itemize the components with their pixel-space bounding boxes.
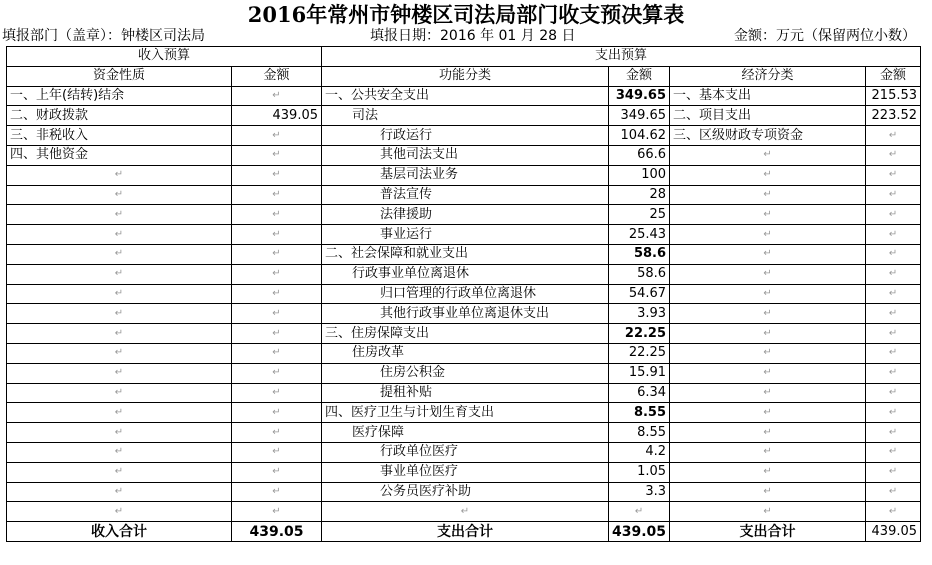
- function-item-amount: 1.05: [609, 462, 670, 482]
- economic-item-name: 三、区级财政专项资金: [670, 126, 866, 146]
- income-total-amount: 439.05: [232, 522, 322, 542]
- function-item-name: 三、住房保障支出: [322, 324, 609, 344]
- economic-empty-cell: ↵: [866, 363, 921, 383]
- economic-empty-cell: ↵: [670, 165, 866, 185]
- function-item-name: 司法: [322, 106, 609, 126]
- table-row: [7, 264, 921, 284]
- table-row: [7, 482, 921, 502]
- economic-empty-cell: ↵: [670, 244, 866, 264]
- function-item-name: 归口管理的行政单位离退休: [322, 284, 609, 304]
- function-total-label: 支出合计: [322, 522, 609, 542]
- economic-empty-cell: ↵: [670, 205, 866, 225]
- economic-empty-cell: ↵: [670, 442, 866, 462]
- function-item-amount: 3.3: [609, 482, 670, 502]
- economic-empty-cell: ↵: [670, 423, 866, 443]
- economic-item-amount: 215.53: [866, 86, 921, 106]
- income-empty-cell: ↵: [232, 284, 322, 304]
- function-item-name: 法律援助: [322, 205, 609, 225]
- economic-empty-cell: ↵: [670, 403, 866, 423]
- economic-empty-cell: ↵: [670, 225, 866, 245]
- economic-empty-cell: ↵: [866, 284, 921, 304]
- function-item-amount: 349.65: [609, 86, 670, 106]
- income-empty-cell: ↵: [232, 363, 322, 383]
- function-item-name: 基层司法业务: [322, 165, 609, 185]
- economic-empty-cell: ↵: [866, 343, 921, 363]
- economic-empty-cell: ↵: [866, 304, 921, 324]
- economic-empty-cell: ↵: [670, 502, 866, 522]
- budget-table: [6, 46, 921, 542]
- table-row: [7, 502, 921, 522]
- function-item-amount: 8.55: [609, 423, 670, 443]
- income-budget-header: 收入预算: [7, 47, 322, 67]
- economic-item-amount: 223.52: [866, 106, 921, 126]
- income-empty-cell: ↵: [7, 502, 232, 522]
- economic-class-header: 经济分类: [670, 66, 866, 86]
- economic-empty-cell: ↵: [670, 145, 866, 165]
- function-item-name: 普法宣传: [322, 185, 609, 205]
- income-empty-cell: ↵: [232, 264, 322, 284]
- income-empty-cell: ↵: [7, 165, 232, 185]
- economic-item-amount: ↵: [866, 126, 921, 146]
- income-empty-cell: ↵: [7, 482, 232, 502]
- function-item-amount: 100: [609, 165, 670, 185]
- economic-empty-cell: ↵: [866, 244, 921, 264]
- income-empty-cell: ↵: [232, 403, 322, 423]
- function-item-name: 住房改革: [322, 343, 609, 363]
- income-empty-cell: ↵: [232, 343, 322, 363]
- table-row: [7, 225, 921, 245]
- income-empty-cell: ↵: [232, 244, 322, 264]
- income-item-name: 一、上年(结转)结余: [7, 86, 232, 106]
- income-empty-cell: ↵: [7, 324, 232, 344]
- economic-amount-header: 金额: [866, 66, 921, 86]
- function-item-amount: 54.67: [609, 284, 670, 304]
- income-item-amount: ↵: [232, 126, 322, 146]
- table-row: [7, 205, 921, 225]
- economic-empty-cell: ↵: [670, 482, 866, 502]
- function-amount-header: 金额: [609, 66, 670, 86]
- function-item-amount: 349.65: [609, 106, 670, 126]
- table-row: [7, 185, 921, 205]
- income-empty-cell: ↵: [232, 462, 322, 482]
- economic-empty-cell: ↵: [670, 383, 866, 403]
- function-item-name: 行政单位医疗: [322, 442, 609, 462]
- function-item-amount: 66.6: [609, 145, 670, 165]
- table-row: [7, 145, 921, 165]
- income-empty-cell: ↵: [232, 324, 322, 344]
- income-empty-cell: ↵: [7, 363, 232, 383]
- function-item-amount: 22.25: [609, 343, 670, 363]
- function-item-name: 行政运行: [322, 126, 609, 146]
- function-item-amount: 8.55: [609, 403, 670, 423]
- table-row: [7, 363, 921, 383]
- function-item-name: 其他行政事业单位离退休支出: [322, 304, 609, 324]
- income-empty-cell: ↵: [232, 423, 322, 443]
- income-empty-cell: ↵: [232, 482, 322, 502]
- income-empty-cell: ↵: [232, 225, 322, 245]
- function-class-header: 功能分类: [322, 66, 609, 86]
- income-empty-cell: ↵: [232, 185, 322, 205]
- income-amount-header: 金额: [232, 66, 322, 86]
- economic-empty-cell: ↵: [670, 304, 866, 324]
- income-item-name: 三、非税收入: [7, 126, 232, 146]
- table-row: [7, 106, 921, 126]
- income-empty-cell: ↵: [7, 442, 232, 462]
- function-item-amount: 25.43: [609, 225, 670, 245]
- income-empty-cell: ↵: [7, 225, 232, 245]
- economic-empty-cell: ↵: [866, 502, 921, 522]
- income-empty-cell: ↵: [7, 185, 232, 205]
- fund-nature-header: 资金性质: [7, 66, 232, 86]
- economic-empty-cell: ↵: [670, 185, 866, 205]
- function-item-name: 事业运行: [322, 225, 609, 245]
- economic-empty-cell: ↵: [866, 185, 921, 205]
- function-item-name: 提租补贴: [322, 383, 609, 403]
- income-empty-cell: ↵: [7, 205, 232, 225]
- economic-total-amount: 439.05: [866, 522, 921, 542]
- economic-empty-cell: ↵: [866, 462, 921, 482]
- function-item-amount: 3.93: [609, 304, 670, 324]
- function-item-name: 四、医疗卫生与计划生育支出: [322, 403, 609, 423]
- table-row: [7, 165, 921, 185]
- income-empty-cell: ↵: [232, 205, 322, 225]
- income-empty-cell: ↵: [7, 343, 232, 363]
- table-row: [7, 304, 921, 324]
- economic-item-name: 二、项目支出: [670, 106, 866, 126]
- table-row: [7, 284, 921, 304]
- economic-empty-cell: ↵: [866, 225, 921, 245]
- income-empty-cell: ↵: [7, 284, 232, 304]
- economic-empty-cell: ↵: [670, 462, 866, 482]
- income-empty-cell: ↵: [7, 264, 232, 284]
- economic-total-label: 支出合计: [670, 522, 866, 542]
- income-empty-cell: ↵: [7, 423, 232, 443]
- function-item-amount: 25: [609, 205, 670, 225]
- income-empty-cell: ↵: [7, 244, 232, 264]
- totals-row: [7, 522, 921, 542]
- function-item-name: 二、社会保障和就业支出: [322, 244, 609, 264]
- table-row: [7, 126, 921, 146]
- economic-empty-cell: ↵: [670, 264, 866, 284]
- economic-empty-cell: ↵: [670, 324, 866, 344]
- economic-empty-cell: ↵: [866, 482, 921, 502]
- economic-empty-cell: ↵: [670, 343, 866, 363]
- function-total-amount: 439.05: [609, 522, 670, 542]
- economic-empty-cell: ↵: [866, 383, 921, 403]
- expense-budget-header: 支出预算: [322, 47, 921, 67]
- function-item-amount: 22.25: [609, 324, 670, 344]
- function-item-amount: 6.34: [609, 383, 670, 403]
- economic-empty-cell: ↵: [670, 363, 866, 383]
- income-empty-cell: ↵: [7, 383, 232, 403]
- economic-empty-cell: ↵: [866, 324, 921, 344]
- function-empty-cell: ↵: [322, 502, 609, 522]
- function-item-name: 一、公共安全支出: [322, 86, 609, 106]
- function-item-name: 住房公积金: [322, 363, 609, 383]
- economic-empty-cell: ↵: [866, 145, 921, 165]
- economic-empty-cell: ↵: [866, 442, 921, 462]
- income-empty-cell: ↵: [232, 502, 322, 522]
- table-row: [7, 462, 921, 482]
- function-item-name: 其他司法支出: [322, 145, 609, 165]
- income-item-amount: ↵: [232, 145, 322, 165]
- income-total-label: 收入合计: [7, 522, 232, 542]
- income-item-amount: 439.05: [232, 106, 322, 126]
- table-row: [7, 244, 921, 264]
- economic-empty-cell: ↵: [866, 264, 921, 284]
- economic-empty-cell: ↵: [866, 403, 921, 423]
- reporting-unit: 填报部门（盖章）：钟楼区司法局: [2, 28, 205, 44]
- income-item-name: 二、财政拨款: [7, 106, 232, 126]
- economic-item-name: 一、基本支出: [670, 86, 866, 106]
- income-empty-cell: ↵: [232, 383, 322, 403]
- income-empty-cell: ↵: [232, 165, 322, 185]
- function-item-amount: 28: [609, 185, 670, 205]
- amount-unit: 金额：万元（保留两位小数）: [734, 28, 916, 44]
- function-item-amount: 58.6: [609, 244, 670, 264]
- economic-empty-cell: ↵: [670, 284, 866, 304]
- table-row: [7, 403, 921, 423]
- economic-empty-cell: ↵: [866, 423, 921, 443]
- income-empty-cell: ↵: [232, 304, 322, 324]
- table-row: [7, 423, 921, 443]
- table-row: [7, 86, 921, 106]
- table-body: [7, 86, 921, 522]
- function-item-name: 公务员医疗补助: [322, 482, 609, 502]
- function-item-amount: 4.2: [609, 442, 670, 462]
- report-date: 填报日期：2016 年 01 月 28 日: [370, 28, 576, 44]
- table-row: [7, 343, 921, 363]
- table-row: [7, 442, 921, 462]
- economic-empty-cell: ↵: [866, 205, 921, 225]
- table-row: [7, 324, 921, 344]
- income-empty-cell: ↵: [7, 462, 232, 482]
- function-item-amount: 104.62: [609, 126, 670, 146]
- function-item-name: 事业单位医疗: [322, 462, 609, 482]
- income-empty-cell: ↵: [232, 442, 322, 462]
- function-item-name: 医疗保障: [322, 423, 609, 443]
- function-empty-cell: ↵: [609, 502, 670, 522]
- income-item-amount: ↵: [232, 86, 322, 106]
- income-empty-cell: ↵: [7, 304, 232, 324]
- economic-empty-cell: ↵: [866, 165, 921, 185]
- function-item-amount: 15.91: [609, 363, 670, 383]
- table-row: [7, 383, 921, 403]
- function-item-name: 行政事业单位离退休: [322, 264, 609, 284]
- income-item-name: 四、其他资金: [7, 145, 232, 165]
- income-empty-cell: ↵: [7, 403, 232, 423]
- page-title: 2016年常州市钟楼区司法局部门收支预决算表: [247, 2, 685, 27]
- function-item-amount: 58.6: [609, 264, 670, 284]
